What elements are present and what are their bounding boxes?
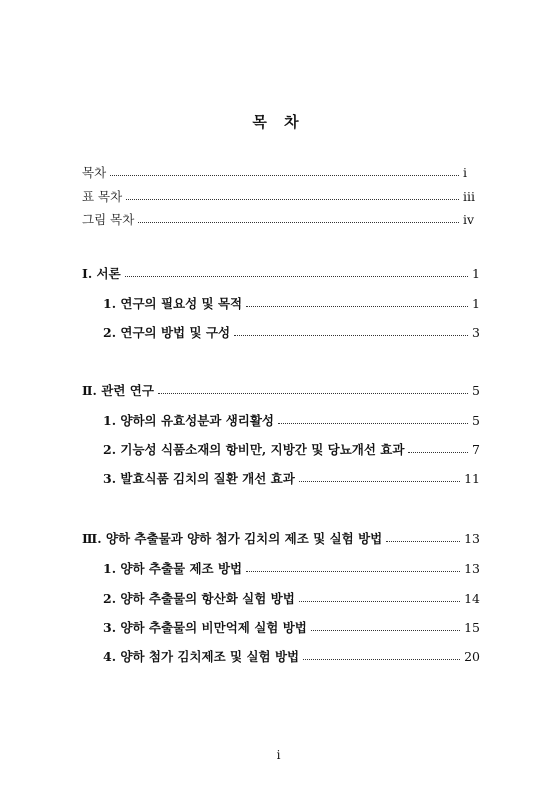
dot-leader	[126, 199, 459, 200]
dot-leader	[234, 335, 468, 336]
toc-entry-front-3[interactable]	[82, 209, 475, 229]
toc-entry-page: iv	[463, 211, 475, 227]
toc-section-page: 15	[464, 619, 480, 635]
dot-leader	[246, 571, 460, 572]
toc-section-page: 11	[464, 470, 480, 486]
toc-section-3-4[interactable]	[103, 646, 480, 666]
toc-entry-front-2[interactable]	[82, 186, 475, 206]
dot-leader	[125, 276, 468, 277]
toc-entry-page: i	[463, 164, 467, 180]
dot-leader	[110, 175, 459, 176]
toc-chapter-page: 13	[464, 530, 480, 546]
toc-section-label: 3. 발효식품 김치의 질환 개선 효과	[103, 471, 295, 486]
toc-section-label: 2. 양하 추출물의 항산화 실험 방법	[103, 591, 295, 606]
toc-chapter-label: Ⅰ. 서론	[82, 266, 121, 281]
toc-section-2-2[interactable]	[103, 439, 480, 459]
dot-leader	[278, 423, 468, 424]
toc-section-page: 14	[464, 590, 480, 606]
toc-entry-label: 그림 목차	[82, 212, 135, 227]
toc-section-label: 1. 양하 추출물 제조 방법	[103, 561, 243, 576]
toc-section-label: 4. 양하 첨가 김치제조 및 실험 방법	[103, 649, 300, 664]
toc-chapter-label: Ⅲ. 양하 추출물과 양하 첨가 김치의 제조 및 실험 방법	[82, 531, 383, 546]
dot-leader	[303, 659, 460, 660]
dot-leader	[158, 393, 468, 394]
toc-section-3-1[interactable]	[103, 558, 480, 578]
toc-entry-front-1[interactable]	[82, 162, 475, 182]
toc-entry-label: 목차	[82, 165, 107, 180]
toc-chapter-1[interactable]	[82, 263, 480, 283]
toc-section-page: 13	[464, 560, 480, 576]
toc-section-3-3[interactable]	[103, 617, 480, 637]
dot-leader	[246, 306, 468, 307]
toc-section-page: 3	[472, 324, 480, 340]
toc-section-2-3[interactable]	[103, 468, 480, 488]
page-number: i	[276, 748, 281, 762]
toc-section-page: 7	[472, 441, 480, 457]
toc-section-label: 1. 연구의 필요성 및 목적	[103, 296, 243, 311]
toc-section-label: 2. 기능성 식품소재의 항비만, 지방간 및 당뇨개선 효과	[103, 442, 405, 457]
toc-section-label: 2. 연구의 방법 및 구성	[103, 325, 231, 340]
toc-section-2-1[interactable]	[103, 410, 480, 430]
toc-chapter-page: 5	[472, 382, 480, 398]
toc-chapter-page: 1	[472, 265, 480, 281]
toc-section-page: 20	[464, 648, 480, 664]
toc-title: 목 차	[252, 113, 305, 131]
toc-section-label: 1. 양하의 유효성분과 생리활성	[103, 413, 275, 428]
toc-section-1-2[interactable]	[103, 322, 480, 342]
toc-section-1-1[interactable]	[103, 293, 480, 313]
dot-leader	[299, 601, 460, 602]
toc-entry-label: 표 목차	[82, 189, 123, 204]
toc-section-page: 5	[472, 412, 480, 428]
dot-leader	[311, 630, 460, 631]
dot-leader	[299, 481, 460, 482]
toc-section-label: 3. 양하 추출물의 비만억제 실험 방법	[103, 620, 307, 635]
dot-leader	[138, 222, 459, 223]
dot-leader	[408, 452, 468, 453]
toc-chapter-3[interactable]	[82, 528, 480, 548]
toc-section-3-2[interactable]	[103, 588, 480, 608]
toc-chapter-label: Ⅱ. 관련 연구	[82, 383, 154, 398]
toc-section-page: 1	[472, 295, 480, 311]
toc-entry-page: iii	[463, 188, 475, 204]
toc-chapter-2[interactable]	[82, 380, 480, 400]
dot-leader	[386, 541, 460, 542]
